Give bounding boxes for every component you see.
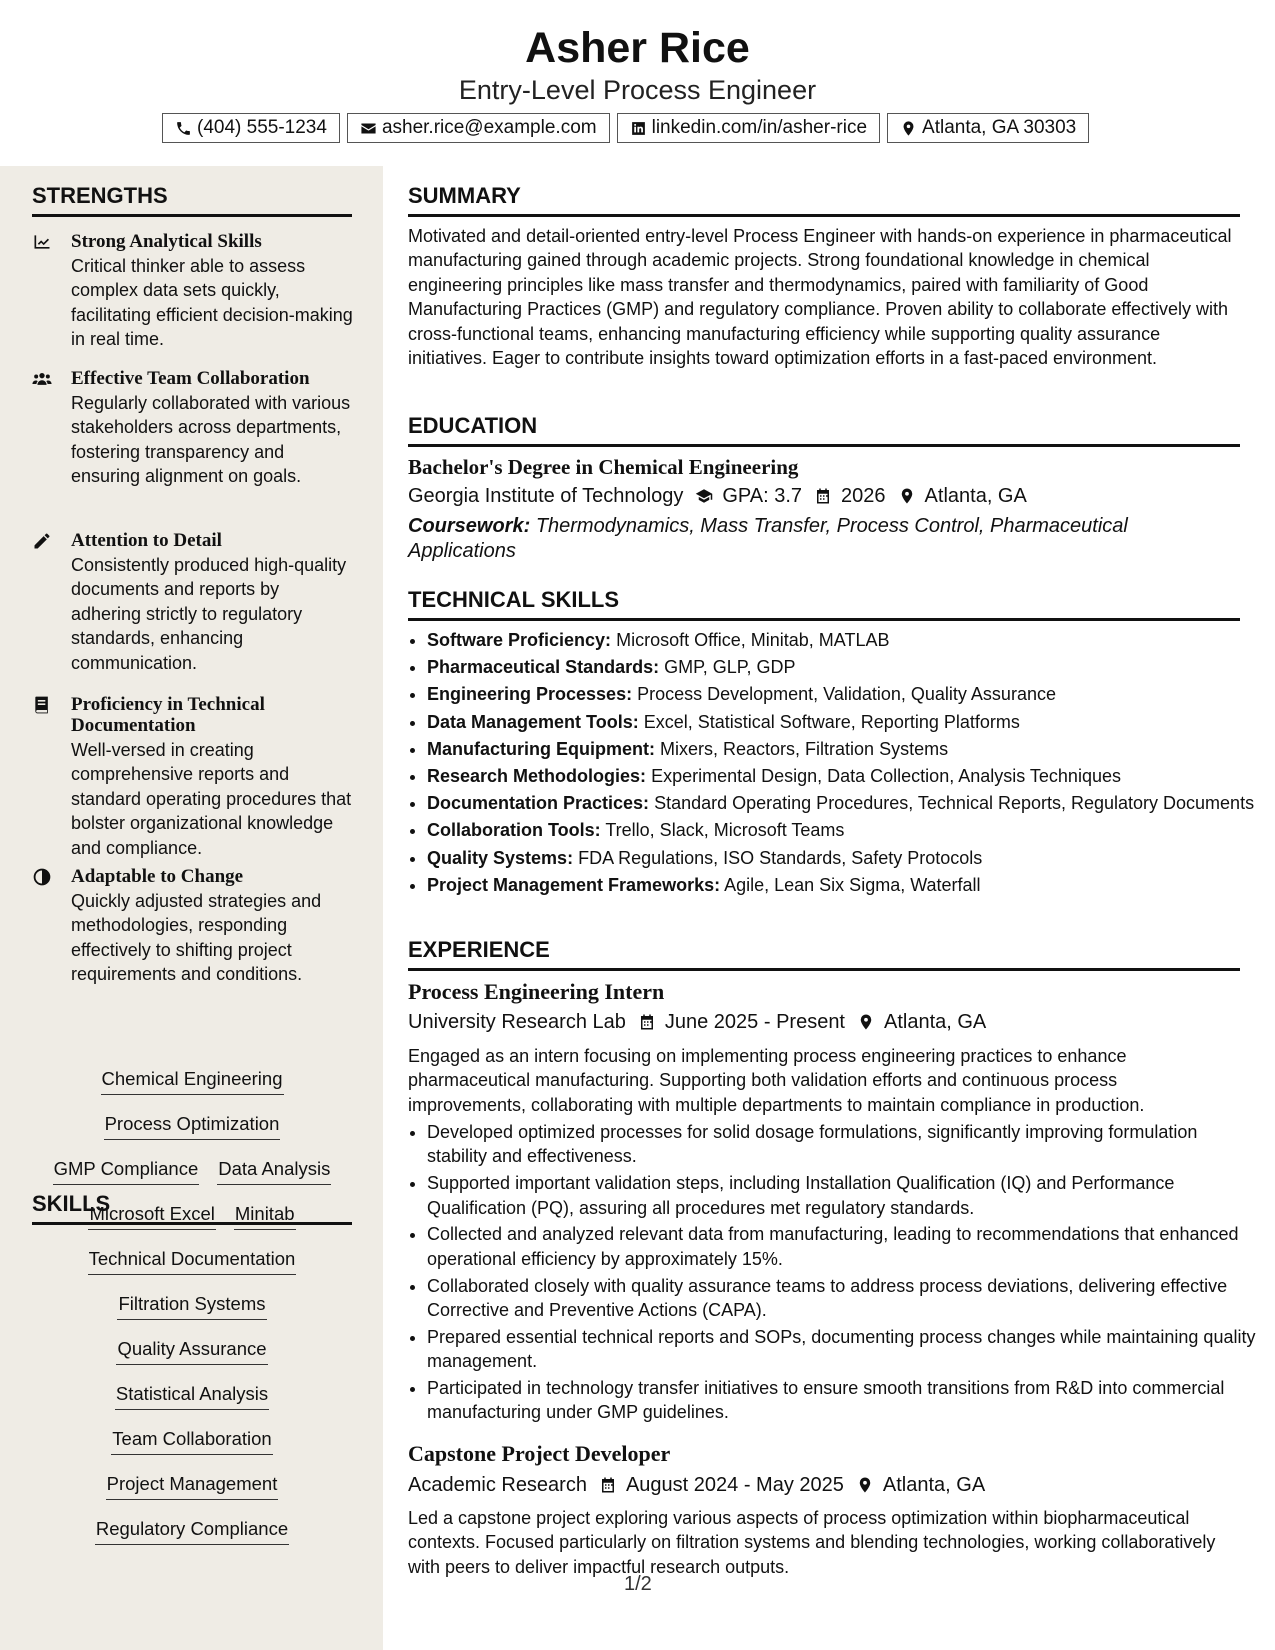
skill-tag: Regulatory Compliance xyxy=(95,1517,289,1545)
strength-item xyxy=(32,231,354,352)
calendar-icon xyxy=(638,1013,656,1031)
map-pin-icon xyxy=(898,487,916,505)
calendar-icon xyxy=(599,1476,617,1494)
skill-tag: Process Optimization xyxy=(104,1112,281,1140)
coursework xyxy=(408,514,1240,563)
skill-category: Pharmaceutical Standards: xyxy=(427,657,660,678)
strength-title: Proficiency in Technical Documentation xyxy=(71,694,265,736)
skill-tag: Statistical Analysis xyxy=(115,1382,269,1410)
list-item xyxy=(427,818,1259,842)
list-item xyxy=(427,682,1259,706)
skill-category: Project Management Frameworks: xyxy=(427,874,721,895)
strength-description: Critical thinker able to assess complex data sets quickly, facilitating efficient decision-making in real time. xyxy=(71,256,353,350)
skill-values: Trello, Slack, Microsoft Teams xyxy=(605,820,845,841)
skill-category: Quality Systems: xyxy=(427,847,574,868)
skill-category: Documentation Practices: xyxy=(427,793,650,814)
list-item xyxy=(427,791,1259,815)
experience-heading: EXPERIENCE xyxy=(408,936,1240,971)
strengths-heading: STRENGTHS xyxy=(32,182,352,217)
job-description: Led a capstone project exploring various aspects of process optimization within biopharmaceutical contexts. Focused particularly on filtration systems and blending technologies, working collaboratively with peers to deliver impactful research outputs. xyxy=(408,1508,1216,1577)
list-item xyxy=(427,764,1259,788)
skills-list xyxy=(32,1067,352,1562)
candidate-name: Asher Rice xyxy=(525,24,750,72)
list-item xyxy=(427,846,1259,870)
book-icon xyxy=(32,695,54,715)
pencil-icon xyxy=(32,531,54,551)
education-heading: EDUCATION xyxy=(408,412,1240,447)
chart-line-icon xyxy=(32,232,54,252)
graduation-year: 2026 xyxy=(841,485,886,507)
job-organization: Academic Research xyxy=(408,1474,587,1496)
education-location: Atlanta, GA xyxy=(924,485,1027,507)
skill-tag: Data Analysis xyxy=(217,1157,331,1185)
skill-tag: GMP Compliance xyxy=(53,1157,200,1185)
list-item: • Collaborated closely with quality assurance teams to address process deviations, delivering effective Corrective and Preventive Actions (CAPA). xyxy=(427,1274,1259,1323)
technical-skills-list xyxy=(408,628,1259,900)
job-organization: University Research Lab xyxy=(408,1011,626,1033)
job-title: Capstone Project Developer xyxy=(408,1441,671,1466)
graduation-cap-icon xyxy=(695,487,713,505)
skill-category: Manufacturing Equipment: xyxy=(427,738,655,759)
job-meta xyxy=(408,1009,986,1035)
contact-phone[interactable] xyxy=(162,113,340,143)
list-item: • Supported important validation steps, including Installation Qualification (IQ) and Performance Qualification (PQ), assuring all procedures met regulatory standards. xyxy=(427,1171,1259,1220)
job-meta xyxy=(408,1472,985,1498)
list-item xyxy=(427,710,1259,734)
job-description: Engaged as an intern focusing on implementing process engineering practices to enhance pharmaceutical manufacturing. Supporting both validation efforts and continuous process improvements, collaborating with multiple departments to maintain compliance in production. xyxy=(408,1046,1145,1115)
list-item: • Prepared essential technical reports and SOPs, documenting process changes while maintaining quality management. xyxy=(427,1325,1259,1374)
strength-description: Quickly adjusted strategies and methodologies, responding effectively to shifting project requirements and conditions. xyxy=(71,891,322,985)
strength-description: Well-versed in creating comprehensive reports and standard operating procedures that bolster organizational knowledge and compliance. xyxy=(71,740,352,858)
list-item: • Collected and analyzed relevant data from manufacturing, leading to recommendations that enhanced operational efficiency by approximately 15%. xyxy=(427,1222,1259,1271)
strength-description: Consistently produced high-quality documents and reports by adhering strictly to regulatory standards, enhancing communication. xyxy=(71,555,347,673)
skill-tag: Minitab xyxy=(234,1202,296,1230)
skills-heading: SKILLS xyxy=(32,1190,352,1225)
school-name: Georgia Institute of Technology xyxy=(408,485,684,507)
skill-category: Data Management Tools: xyxy=(427,711,639,732)
map-pin-icon xyxy=(857,1013,875,1031)
linkedin-icon xyxy=(630,120,647,137)
list-item xyxy=(427,737,1259,761)
location-text: Atlanta, GA 30303 xyxy=(922,117,1077,138)
list-item: • Developed optimized processes for solid dosage formulations, significantly improving formulation stability and effectiveness. xyxy=(427,1120,1259,1169)
skill-values: Process Development, Validation, Quality Assurance xyxy=(637,684,1056,705)
summary-heading: SUMMARY xyxy=(408,182,1240,217)
skill-values: Standard Operating Procedures, Technical Reports, Regulatory Documents xyxy=(654,793,1255,814)
summary-text: Motivated and detail-oriented entry-level Process Engineer with hands-on experience in pharmaceutical manufacturing gained through academic projects. Strong foundational knowledge in chemical engineering principles like mass transfer and thermodynamics, paired with familiarity of Good Manufacturing Practices (GMP) and regulatory compliance. Proven ability to collaborate effectively with cross-functional teams, enhancing manufacturing efficiency while supporting quality assurance initiatives. Eager to contribute insights toward optimization efforts in a fast-paced environment. xyxy=(408,226,1232,369)
strength-description: Regularly collaborated with various stakeholders across departments, fostering transparency and ensuring alignment on goals. xyxy=(71,393,351,487)
calendar-icon xyxy=(814,487,832,505)
skill-category: Software Proficiency: xyxy=(427,630,612,650)
skill-values: GMP, GLP, GDP xyxy=(664,657,796,678)
skill-tag: Team Collaboration xyxy=(111,1427,272,1455)
list-item xyxy=(427,628,1259,652)
skill-values: Excel, Statistical Software, Reporting Platforms xyxy=(643,711,1020,732)
strength-title: Strong Analytical Skills xyxy=(71,231,262,252)
map-pin-icon xyxy=(856,1476,874,1494)
skill-values: FDA Regulations, ISO Standards, Safety Protocols xyxy=(578,847,983,868)
skill-values: Experimental Design, Data Collection, Analysis Techniques xyxy=(651,765,1121,786)
skill-values: Mixers, Reactors, Filtration Systems xyxy=(660,738,949,759)
list-item xyxy=(427,655,1259,679)
contact-email[interactable] xyxy=(347,113,610,143)
skill-tag: Quality Assurance xyxy=(116,1337,267,1365)
strength-title: Attention to Detail xyxy=(71,530,222,551)
gpa-text: GPA: 3.7 xyxy=(722,485,803,507)
skill-values: Agile, Lean Six Sigma, Waterfall xyxy=(724,874,981,895)
job-dates: June 2025 - Present xyxy=(664,1011,845,1033)
job-location: Atlanta, GA xyxy=(884,1011,987,1033)
skill-values: Microsoft Office, Minitab, MATLAB xyxy=(616,630,890,650)
degree-title: Bachelor's Degree in Chemical Engineering xyxy=(408,455,799,479)
linkedin-text: linkedin.com/in/asher-rice xyxy=(651,117,868,138)
skill-tag: Chemical Engineering xyxy=(101,1067,284,1095)
skill-category: Engineering Processes: xyxy=(427,684,633,705)
skill-tag: Project Management xyxy=(106,1472,279,1500)
strength-title: Effective Team Collaboration xyxy=(71,368,310,389)
envelope-icon xyxy=(360,120,377,137)
users-icon xyxy=(32,369,54,389)
phone-icon xyxy=(175,120,192,137)
resume-header xyxy=(0,0,1275,166)
education-meta xyxy=(408,483,1027,509)
strength-item xyxy=(32,368,354,489)
coursework-label: Coursework: xyxy=(408,515,531,537)
job-title: Process Engineering Intern xyxy=(408,979,665,1004)
phone-text: (404) 555-1234 xyxy=(197,117,327,138)
strength-item xyxy=(32,694,354,860)
email-text: asher.rice@example.com xyxy=(381,117,597,138)
strength-item xyxy=(32,530,354,675)
technical-skills-heading: TECHNICAL SKILLS xyxy=(408,586,1240,621)
skill-tag: Filtration Systems xyxy=(117,1292,266,1320)
coursework-list: Thermodynamics, Mass Transfer, Process Control, Pharmaceutical Applications xyxy=(408,515,1128,562)
page-number: 1/2 xyxy=(624,1573,652,1595)
skill-tag: Technical Documentation xyxy=(88,1247,297,1275)
candidate-title: Entry-Level Process Engineer xyxy=(458,75,817,105)
job-bullets xyxy=(408,1120,1259,1427)
skill-category: Collaboration Tools: xyxy=(427,820,601,841)
list-item xyxy=(427,873,1259,897)
contact-location xyxy=(887,113,1089,143)
skill-category: Research Methodologies: xyxy=(427,765,647,786)
strength-item xyxy=(32,866,354,987)
half-circle-icon xyxy=(32,867,54,887)
job-dates: August 2024 - May 2025 xyxy=(625,1474,844,1496)
contact-linkedin[interactable] xyxy=(617,113,880,143)
list-item: • Participated in technology transfer initiatives to ensure smooth transitions from R&D into commercial manufacturing under GMP guidelines. xyxy=(427,1376,1259,1425)
contact-bar xyxy=(162,113,1089,145)
strength-title: Adaptable to Change xyxy=(71,866,244,887)
job-location: Atlanta, GA xyxy=(882,1474,986,1496)
skill-tag: Microsoft Excel xyxy=(88,1202,215,1230)
map-pin-icon xyxy=(900,120,917,137)
